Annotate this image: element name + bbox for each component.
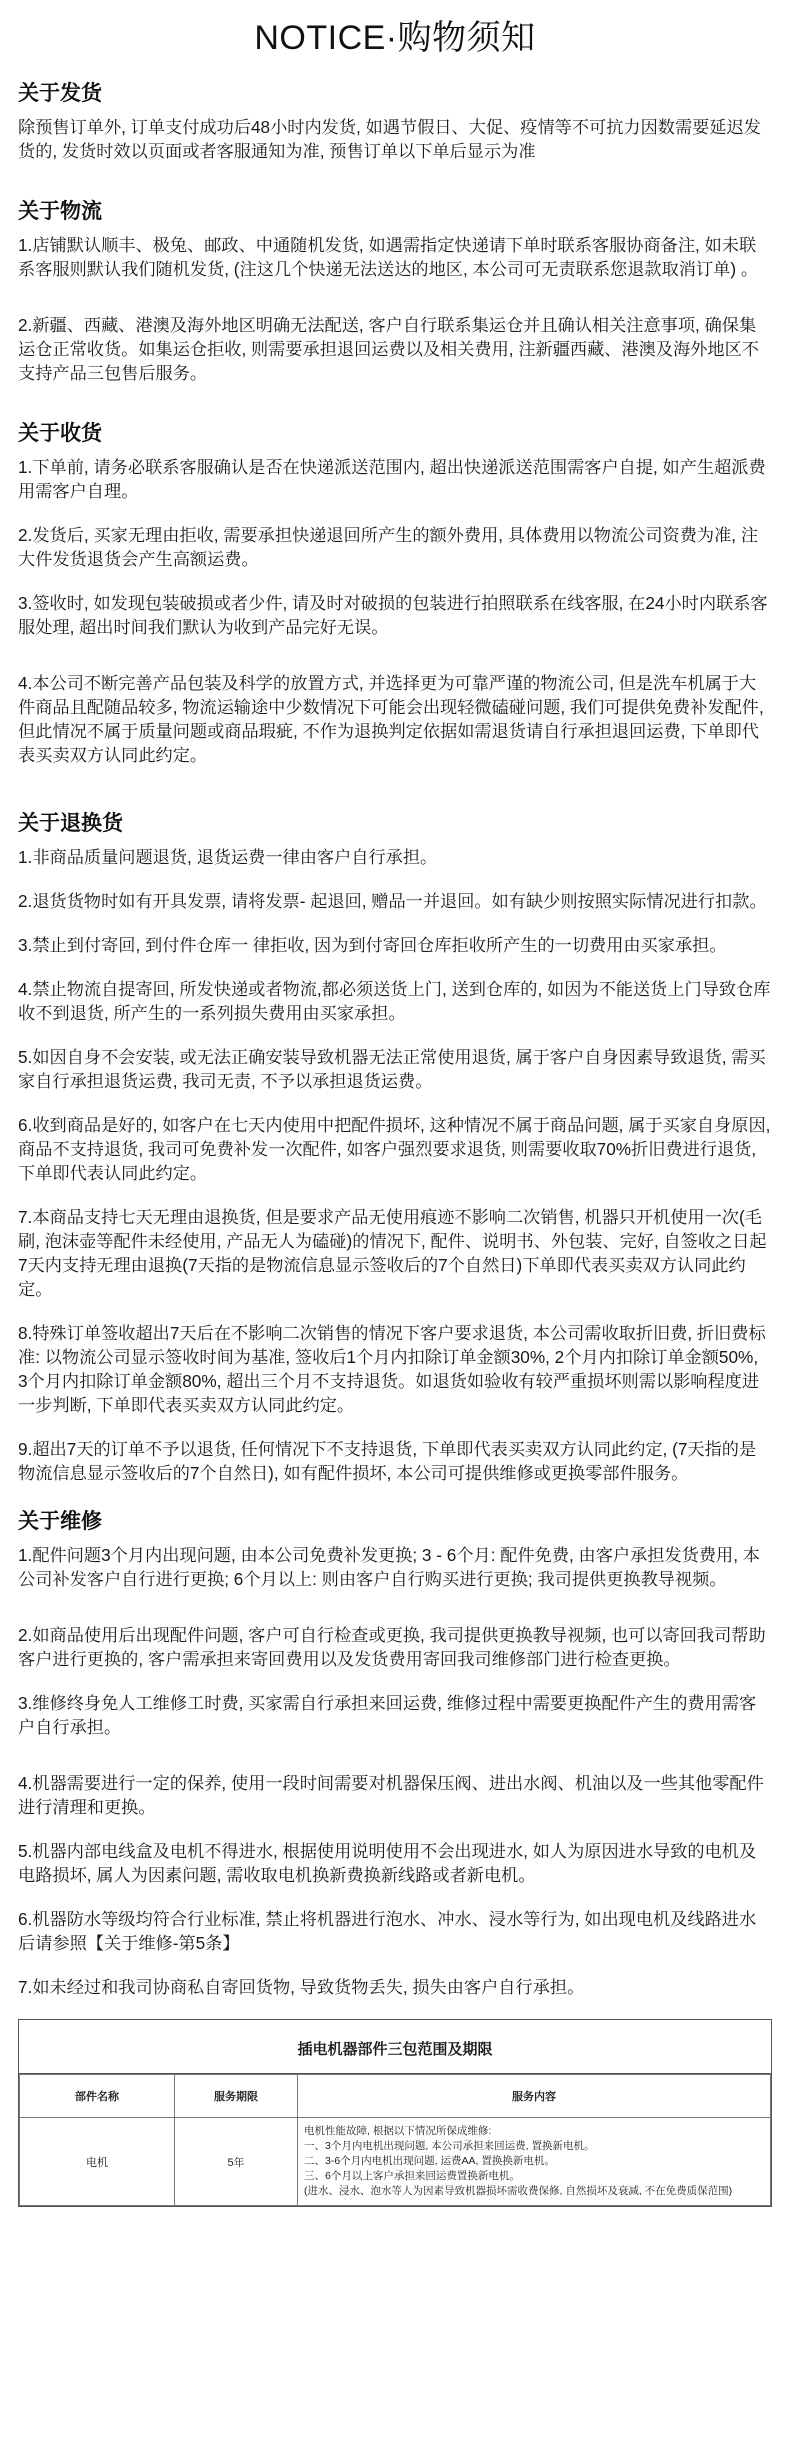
paragraph: 2.新疆、西藏、港澳及海外地区明确无法配送, 客户自行联系集运仓并且确认相关注意事项, 确保集运仓正常收货。如集运仓拒收, 则需要承担退回运费以及相关费用, 注新疆西藏、港澳及海外地区不支持产品三包售后服务。 bbox=[18, 315, 759, 383]
paragraph: 2.退货货物时如有开具发票, 请将发票- 起退回, 赠品一并退回。如有缺少则按照实际情况进行扣款。 bbox=[18, 891, 767, 911]
paragraph: 4.机器需要进行一定的保养, 使用一段时间需要对机器保压阀、进出水阀、机油以及一些其他零配件进行清理和更换。 bbox=[18, 1773, 764, 1817]
paragraph: 除预售订单外, 订单支付成功后48小时内发货, 如遇节假日、大促、疫情等不可抗力因数需要延迟发货的, 发货时效以页面或者客服通知为准, 预售订单以下单后显示为准 bbox=[18, 117, 761, 161]
paragraph: 5.如因自身不会安装, 或无法正确安装导致机器无法正常使用退货, 属于客户自身因素导致退货, 需买家自行承担退货运费, 我司无责, 不予以承担退货运费。 bbox=[18, 1047, 766, 1091]
warranty-table bbox=[18, 2019, 772, 2207]
header-service-content: 服务内容 bbox=[298, 2075, 771, 2118]
paragraph: 1.非商品质量问题退货, 退货运费一律由客户自行承担。 bbox=[18, 847, 438, 867]
content-line: (进水、浸水、泡水等人为因素导致机器损坏需收费保修, 自然损坏及衰减, 不在免费质保范围) bbox=[304, 2185, 733, 2197]
paragraph: 4.禁止物流自提寄回, 所发快递或者物流,都必须送货上门, 送到仓库的, 如因为不能送货上门导致仓库收不到退货, 所产生的一系列损失费用由买家承担。 bbox=[18, 979, 771, 1023]
cell-part: 电机 bbox=[20, 2118, 175, 2206]
header-part-name: 部件名称 bbox=[20, 2075, 175, 2118]
section-repair bbox=[18, 1505, 772, 1999]
paragraph: 1.配件问题3个月内出现问题, 由本公司免费补发更换; 3 - 6个月: 配件免费, 由客户承担发货费用, 本公司补发客户自行进行更换; 6个月以上: 则由客户自行购买进行更换; 我司提供更换教导视频。 bbox=[18, 1545, 760, 1589]
paragraph: 7.本商品支持七天无理由退换货, 但是要求产品无使用痕迹不影响二次销售, 机器只开机使用一次(毛刷, 泡沫壶等配件未经使用, 产品无人为磕碰)的情况下, 配件、说明书、外包装、完好, 自签收之日起7天内支持无理由退换(7天指的是物流信息显示签收后的7个自然日)下单即代表买卖双方认同此约定。 bbox=[18, 1207, 767, 1299]
section-logistics bbox=[18, 195, 772, 385]
paragraph: 1.下单前, 请务必联系客服确认是否在快递派送范围内, 超出快递派送范围需客户自提, 如产生超派费用需客户自理。 bbox=[18, 457, 766, 501]
paragraph: 8.特殊订单签收超出7天后在不影响二次销售的情况下客户要求退货, 本公司需收取折旧费, 折旧费标准: 以物流公司显示签收时间为基准, 签收后1个月内扣除订单金额30%, 2个月内扣除订单金额50%, 3个月内扣除订单金额80%, 超出三个月不支持退货。如退货如验收有较严重损坏则需以影响程度进一步判断, 下单即代表买卖双方认同此约定。 bbox=[18, 1323, 766, 1415]
paragraph: 6.收到商品是好的, 如客户在七天内使用中把配件损坏, 这种情况不属于商品问题, 属于买家自身原因, 商品不支持退货, 我司可免费补发一次配件, 如客户强烈要求退货, 则需要收取70%折旧费进行退货, 下单即代表认同此约定。 bbox=[18, 1115, 771, 1183]
content-line: 电机性能故障, 根据以下情况所保成维修: bbox=[304, 2125, 492, 2137]
content-line: 一、3个月内电机出现问题, 本公司承担来回运费, 置换新电机。 bbox=[304, 2140, 595, 2152]
section-returns bbox=[18, 807, 772, 1485]
paragraph: 2.如商品使用后出现配件问题, 客户可自行检查或更换, 我司提供更换教导视频, 也可以寄回我司帮助客户进行更换的, 客户需承担来寄回费用以及发货费用寄回我司维修部门进行检查更换。 bbox=[18, 1625, 766, 1669]
section-heading: 关于退换货 bbox=[18, 812, 123, 835]
warranty-grid bbox=[19, 2074, 771, 2206]
section-heading: 关于收货 bbox=[18, 422, 102, 445]
paragraph: 6.机器防水等级均符合行业标准, 禁止将机器进行泡水、冲水、浸水等行为, 如出现电机及线路进水后请参照【关于维修-第5条】 bbox=[18, 1909, 757, 1953]
paragraph: 7.如未经过和我司协商私自寄回货物, 导致货物丢失, 损失由客户自行承担。 bbox=[18, 1977, 585, 1997]
paragraph: 3.禁止到付寄回, 到付件仓库一 律拒收, 因为到付寄回仓库拒收所产生的一切费用由买家承担。 bbox=[18, 935, 727, 955]
section-heading: 关于发货 bbox=[18, 82, 102, 105]
table-header-row bbox=[20, 2075, 771, 2118]
section-receiving bbox=[18, 417, 772, 767]
table-row bbox=[20, 2118, 771, 2206]
paragraph: 4.本公司不断完善产品包装及科学的放置方式, 并选择更为可靠严谨的物流公司, 但是洗车机属于大件商品且配随品较多, 物流运输途中少数情况下可能会出现轻微磕碰问题, 我们可提供免费补发配件, 但此情况不属于质量问题或商品瑕疵, 不作为退换判定依据如需退货请自行承担退回运费, 下单即代表买卖双方认同此约定。 bbox=[18, 673, 764, 765]
section-shipping bbox=[18, 77, 772, 163]
content-line: 三、6个月以上客户承担来回运费置换新电机。 bbox=[304, 2170, 520, 2182]
table-title: 插电机器部件三包范围及期限 bbox=[19, 2020, 771, 2074]
content-line: 二、3-6个月内电机出现问题, 运费AA, 置换换新电机。 bbox=[304, 2155, 555, 2167]
section-heading: 关于维修 bbox=[18, 1510, 102, 1533]
paragraph: 5.机器内部电线盒及电机不得进水, 根据使用说明使用不会出现进水, 如人为原因进水导致的电机及电路损坏, 属人为因素问题, 需收取电机换新费换新线路或者新电机。 bbox=[18, 1841, 757, 1885]
cell-period: 5年 bbox=[175, 2118, 298, 2206]
section-heading: 关于物流 bbox=[18, 200, 102, 223]
paragraph: 1.店铺默认顺丰、极兔、邮政、中通随机发货, 如遇需指定快递请下单时联系客服协商备注, 如未联系客服则默认我们随机发货, (注这几个快递无法送达的地区, 本公司可无责联系您退款取消订单) 。 bbox=[18, 235, 759, 279]
cell-content bbox=[298, 2118, 771, 2206]
paragraph: 3.维修终身免人工维修工时费, 买家需自行承担来回运费, 维修过程中需要更换配件产生的费用需客户自行承担。 bbox=[18, 1693, 757, 1737]
header-service-period: 服务期限 bbox=[175, 2075, 298, 2118]
page-title: NOTICE·购物须知 bbox=[254, 19, 536, 57]
paragraph: 3.签收时, 如发现包装破损或者少件, 请及时对破损的包装进行拍照联系在线客服, 在24小时内联系客服处理, 超出时间我们默认为收到产品完好无误。 bbox=[18, 593, 768, 637]
paragraph: 2.发货后, 买家无理由拒收, 需要承担快递退回所产生的额外费用, 具体费用以物流公司资费为准, 注大件发货退货会产生高额运费。 bbox=[18, 525, 759, 569]
paragraph: 9.超出7天的订单不予以退货, 任何情况下不支持退货, 下单即代表买卖双方认同此约定, (7天指的是物流信息显示签收后的7个自然日), 如有配件损坏, 本公司可提供维修或更换零部件服务。 bbox=[18, 1439, 757, 1483]
